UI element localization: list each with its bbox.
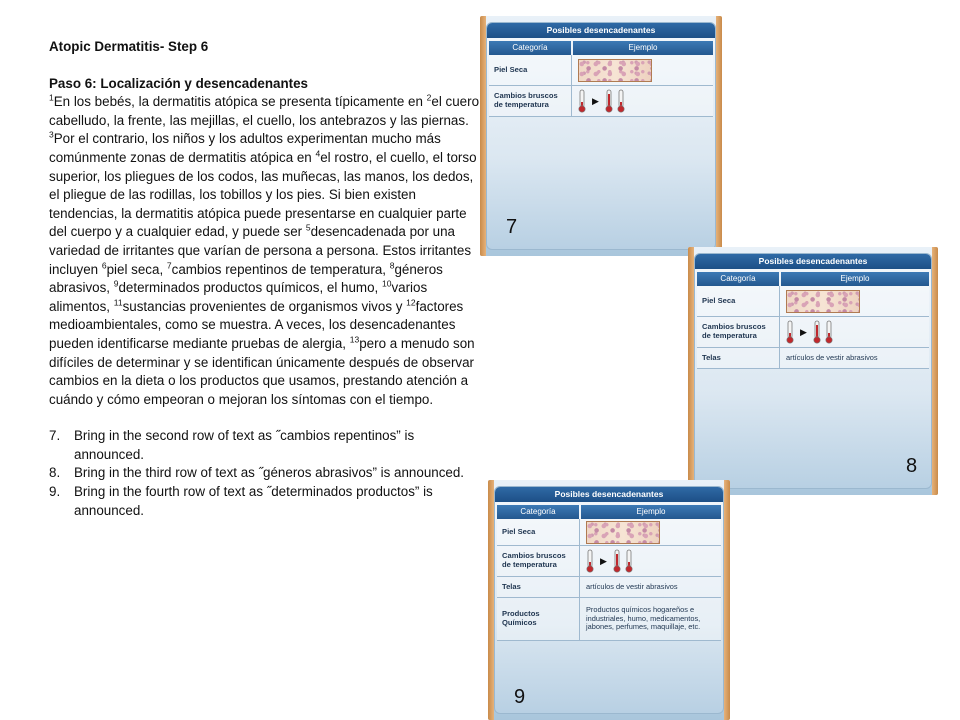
panel-7 [480, 16, 722, 256]
step-text: Bring in the fourth row of text as ˝determinados productos” is announced. [74, 484, 433, 518]
reference-number: 7 [166, 260, 172, 271]
panel-8 [688, 247, 938, 495]
arrow-right-icon: ▶ [600, 555, 607, 566]
col-header-ejemplo: Ejemplo [573, 41, 713, 55]
arrow-right-icon: ▶ [592, 95, 599, 106]
thermometer-icon [613, 549, 621, 573]
body-text: En los bebés, la dermatitis atópica se presenta típicamente en [53, 94, 427, 110]
thermometer-icon [813, 320, 821, 344]
thermometers-icon [572, 86, 713, 116]
thermometer-icon [578, 89, 586, 113]
step-item [49, 464, 481, 483]
text-column [49, 38, 481, 520]
dry-skin-image [578, 59, 652, 82]
thermometer-icon [786, 320, 794, 344]
reference-number: 13 [349, 334, 360, 345]
body-text: cambios repentinos de temperatura, [171, 261, 390, 277]
body-text: sustancias provenientes de organismos vivos y [122, 298, 407, 314]
panel-number: 7 [506, 216, 518, 238]
row-label-telas: Telas [497, 577, 580, 597]
step-title: Paso 6: Localización y desencadenantes [49, 75, 308, 91]
reference-number: 12 [406, 297, 416, 308]
step-text: Bring in the second row of text as ˝cambios repentinos” is announced. [74, 428, 415, 462]
reference-number: 2 [426, 92, 432, 103]
reference-number: 10 [381, 278, 392, 289]
reference-number: 5 [305, 222, 311, 233]
row-label-productos: Productos Químicos [497, 598, 580, 640]
panel-title: Posibles desencadenantes [695, 254, 931, 269]
row-label-piel-seca: Piel Seca [489, 55, 572, 85]
step-item [49, 483, 481, 520]
row-label-cambios: Cambios bruscos de temperatura [697, 317, 780, 347]
body-text: desencadenada por una variedad de irritantes que varían de persona a persona. Estos irritantes incluyen [49, 224, 472, 277]
row-label-piel-seca: Piel Seca [497, 519, 580, 545]
thermometers-icon [780, 317, 929, 347]
body-text: pero a menudo son difíciles de determinar y se identifican únicamente después de observar cambios en la dieta o los productos que usamos, prestando atención a cuándo y cómo empeoran o mejoran los síntomas con el tiempo. [49, 335, 475, 407]
row-label-cambios: Cambios bruscos de temperatura [497, 546, 580, 576]
reference-number: 1 [49, 92, 54, 103]
step-number: 8. [49, 465, 61, 481]
col-header-categoria: Categoría [697, 272, 779, 286]
body-text: el cuero cabelludo, la frente, las mejillas, el cuello, los antebrazos y las piernas. [49, 94, 480, 128]
reference-number: 8 [389, 260, 395, 271]
body-text: Por el contrario, los niños y los adultos experimentan mucho más comúnmente zonas de dermatitis atópica en [49, 131, 441, 165]
row-label-cambios: Cambios bruscos de temperatura [489, 86, 572, 116]
thermometer-icon [625, 549, 633, 573]
reference-number: 11 [113, 297, 123, 308]
col-header-ejemplo: Ejemplo [581, 505, 721, 519]
panel-title: Posibles desencadenantes [487, 23, 715, 38]
row-label-telas: Telas [697, 348, 780, 368]
col-header-ejemplo: Ejemplo [781, 272, 929, 286]
thermometer-icon [586, 549, 594, 573]
panel-9 [488, 480, 730, 720]
body-text: determinados productos químicos, el humo, [118, 280, 382, 296]
panel-number: 8 [906, 455, 918, 477]
thermometer-icon [605, 89, 613, 113]
thermometer-icon [617, 89, 625, 113]
panel-number: 9 [514, 686, 526, 708]
body-text: piel seca, [106, 261, 167, 277]
col-header-categoria: Categoría [497, 505, 579, 519]
body-text: géneros abrasivos, [49, 261, 443, 296]
body-text: factores medioambientales, como se muestra. A veces, los desencadenantes pueden identificarse mediante pruebas de alergia, [49, 298, 464, 351]
reference-number: 4 [315, 148, 321, 159]
panel-title: Posibles desencadenantes [495, 487, 723, 502]
row-value-productos: Productos químicos hogareños e industriales, humo, medicamentos, jabones, perfumes, maquillaje, etc. [586, 605, 701, 632]
row-value-telas: artículos de vestir abrasivos [586, 581, 678, 591]
dry-skin-image [786, 290, 860, 313]
row-label-piel-seca: Piel Seca [697, 286, 780, 316]
thermometers-icon [580, 546, 721, 576]
step-number: 7. [49, 428, 61, 444]
reference-number: 3 [49, 129, 54, 140]
col-header-categoria: Categoría [489, 41, 571, 55]
document-title: Atopic Dermatitis- Step 6 [49, 39, 209, 54]
step-number: 9. [49, 484, 61, 500]
reference-number: 6 [101, 260, 107, 271]
body-paragraph [49, 93, 481, 409]
step-item [49, 427, 481, 464]
step-text: Bring in the third row of text as ˝géneros abrasivos” is announced. [74, 465, 465, 481]
body-text: varios alimentos, [49, 280, 428, 314]
steps-list [49, 427, 481, 520]
thermometer-icon [825, 320, 833, 344]
body-text: el rostro, el cuello, el torso superior, los pliegues de los codos, las muñecas, las manos, los dedos, el pliegue de las rodillas, los tobillos y los pies. Si bien existen tendencias, la dermatitis atópica puede presentarse en cualquier parte del cuerpo y a cualquier edad, y puede ser [49, 149, 477, 240]
dry-skin-image [586, 521, 660, 544]
row-value-telas: artículos de vestir abrasivos [786, 352, 878, 362]
reference-number: 9 [113, 278, 119, 289]
arrow-right-icon: ▶ [800, 326, 807, 337]
